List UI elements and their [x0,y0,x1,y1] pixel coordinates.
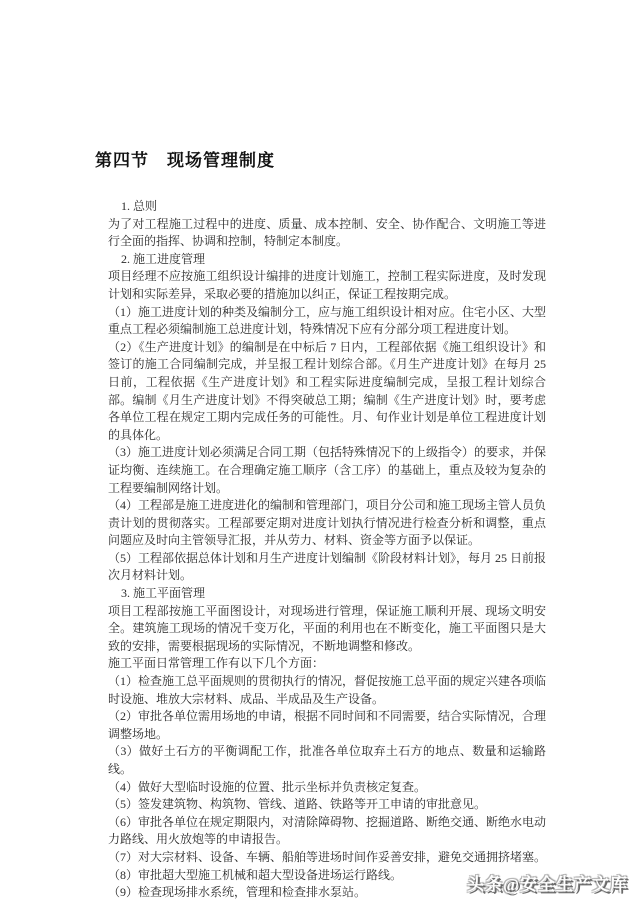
paragraph: （5）工程部依据总体计划和月生产进度计划编制《阶段材料计划》，每月 25 日前报次月材料计划。 [108,550,547,583]
paragraph: （5）签发建筑物、构筑物、管线、道路、铁路等开工申请的审批意见。 [108,797,487,812]
document-body [108,198,546,902]
paragraph: （8）审批超大型施工机械和超大型设备进场运行路线。 [108,867,403,882]
paragraph: （6）审批各单位在规定期限内，对清除障碍物、挖掘道路、断绝交通、断绝水电动力路线、用火放炮等的申请报告。 [108,814,547,847]
paragraph: （4）工程部是施工进度进化的编制和管理部门，项目分公司和施工现场主管人员负责计划的贯彻落实。工程部要定期对进度计划执行情况进行检查分析和调整，重点问题应及时向主管领导汇报，并从劳力、材料、资金等方面予以保证。 [108,498,547,548]
paragraph: （4）做好大型临时设施的位置、批示坐标并负责核定复查。 [108,779,427,794]
paragraph: 施工平面日常管理工作有以下几个方面： [108,656,325,671]
paragraph: 项目工程部按施工平面图设计，对现场进行管理，保证施工顺利开展、现场文明安全。建筑施工现场的情况千变万化，平面的利用也在不断变化，施工平面图只是大致的安排，需要根据现场的实际情况，不断地调整和修改。 [108,603,546,653]
paragraph: （1）检查施工总平面规则的贯彻执行的情况，督促按施工总平面的规定兴建各项临时设施、堆放大宗材料、成品、半成品及生产设备。 [108,674,547,706]
section-heading: 1. 总则 [121,199,158,213]
paragraph: （3）做好土石方的平衡调配工作，批准各单位取弃土石方的地点、数量和运输路线。 [108,744,546,776]
paragraph: （9）检查现场排水系统，管理和检查排水泵站。 [108,885,367,900]
paragraph: 项目经理不应按施工组织设计编排的进度计划施工，控制工程实际进度，及时发现计划和实际差异，采取必要的措施加以纠正，保证工程按期完成。 [108,269,546,301]
section-heading: 2. 施工进度管理 [121,251,206,266]
paragraph: （7）对大宗材料、设备、车辆、船舶等进场时间作妥善安排，避免交通拥挤堵塞。 [108,849,547,864]
section-heading: 3. 施工平面管理 [121,586,206,601]
section-title: 第四节 现场管理制度 [95,151,275,170]
paragraph: （2）审批各单位需用场地的申请，根据不同时间和不同需要，结合实际情况，合理调整场地。 [108,709,547,741]
toutiao-watermark: 头条@安全生产文库 [467,875,628,894]
paragraph: （1）施工进度计划的种类及编制分工，应与施工组织设计相对应。住宅小区、大型重点工程必须编制施工总进度计划，特殊情况下应有分部分项工程进度计划。 [108,304,547,337]
paragraph: 为了对工程施工过程中的进度、质量、成本控制、安全、协作配合、文明施工等进行全面的指挥、协调和控制，特制定本制度。 [108,216,546,249]
paragraph: （2）《生产进度计划》的编制是在中标后 7 日内，工程部依据《施工组织设计》和签订的施工合同编制完成，并呈报工程计划综合部。《月生产进度计划》在每月 25 日前，工程依据《生产进度计划》和工程实际进度编制完成，呈报工程计划综合部。编制《月生产进度计划》不得突破总工期；编制《生产进度计划》时，要考虑各单位工程在规定工期内完成任务的可能性。月、旬作业计划是单位工程进度计划的具体化。 [108,339,546,442]
paragraph: （3）施工进度计划必须满足合同工期（包括特殊情况下的上级指令）的要求，并保证均衡、连续施工。在合理确定施工顺序（含工序）的基础上，重点及较为复杂的工程要编制网络计划。 [108,445,547,495]
